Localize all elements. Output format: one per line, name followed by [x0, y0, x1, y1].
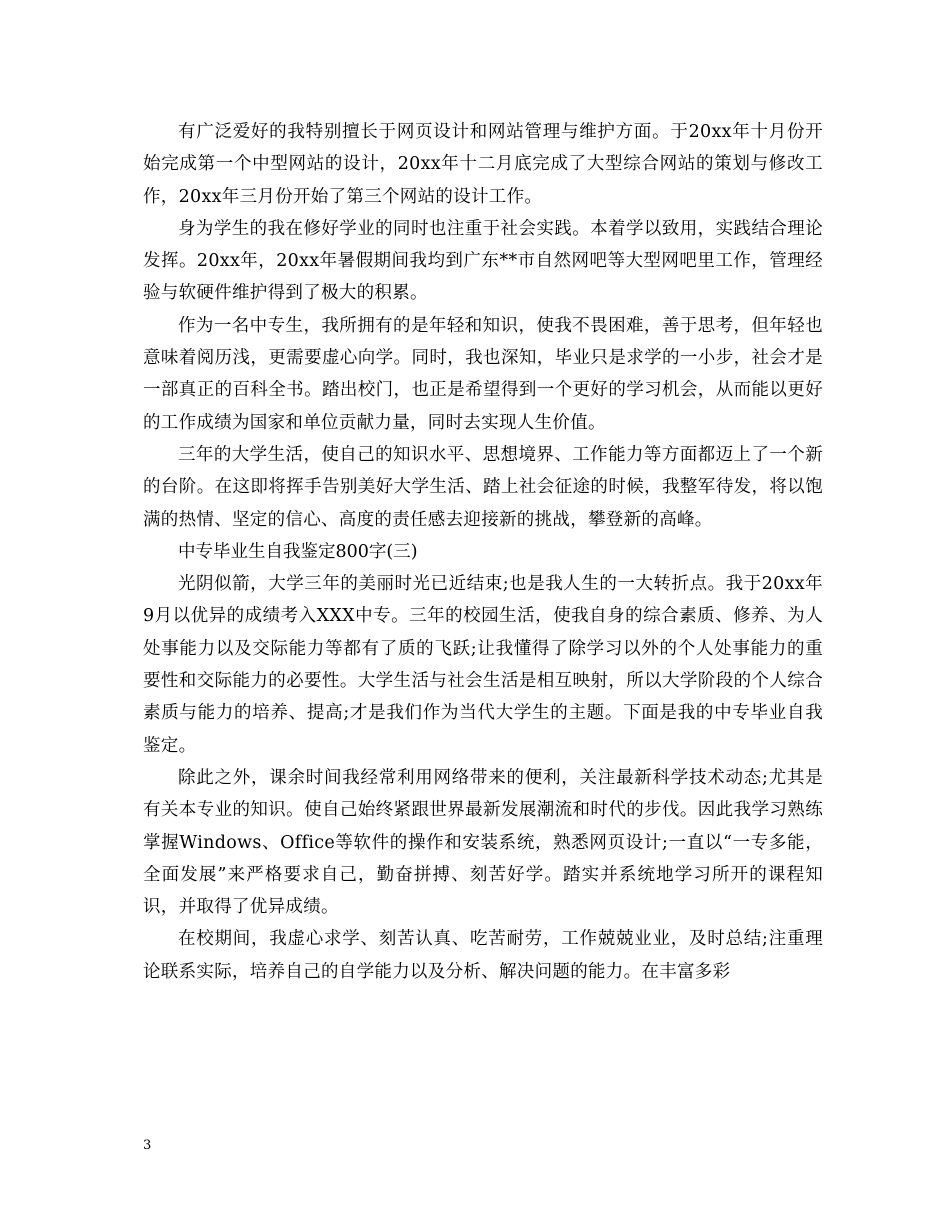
page-number: 3 [143, 1138, 152, 1153]
paragraph-in-school: 在校期间，我虚心求学、刻苦认真、吃苦耐劳，工作兢兢业业，及时总结;注重理论联系实际，培养自己的自学能力以及分析、解决问题的能力。在丰富多彩 [143, 929, 823, 982]
paragraph-spare-time: 除此之外，课余时间我经常利用网络带来的便利，关注最新科学技术动态;尤其是有关本专业的知识。使自己始终紧跟世界最新发展潮流和时代的步伐。因此我学习熟练掌握Windows、Office等软件的操作和安装系统，熟悉网页设计;一直以“一专多能，全面发展”来严格要求自己，勤奋拼搏、刻苦好学。踏实并系统地学习所开的课程知识，并取得了优异成绩。 [143, 767, 823, 918]
document-body [143, 116, 823, 988]
paragraph-young-knowledge: 作为一名中专生，我所拥有的是年轻和知识，使我不畏困难，善于思考，但年轻也意味着阅历浅，更需要虚心向学。同时，我也深知，毕业只是求学的一小步，社会才是一部真正的百科全书。踏出校门，也正是希望得到一个更好的学习机会，从而能以更好的工作成绩为国家和单位贡献力量，同时去实现人生价值。 [143, 315, 823, 433]
paragraph-social-practice: 身为学生的我在修好学业的同时也注重于社会实践。本着学以致用，实践结合理论发挥。20xx年，20xx年暑假期间我均到广东**市自然网吧等大型网吧里工作，管理经验与软硬件维护得到了极大的积累。 [143, 218, 823, 304]
paragraph-new-stage: 三年的大学生活，使自己的知识水平、思想境界、工作能力等方面都迈上了一个新的台阶。在这即将挥手告别美好大学生活、踏上社会征途的时候，我整军待发，将以饱满的热情、坚定的信心、高度的责任感去迎接新的挑战，攀登新的高峰。 [143, 444, 823, 530]
paragraph-time-flies: 光阴似箭，大学三年的美丽时光已近结束;也是我人生的一大转折点。我于20xx年9月以优异的成绩考入XXX中专。三年的校园生活，使我自身的综合素质、修养、为人处事能力以及交际能力等都有了质的飞跃;让我懂得了除学习以外的个人处事能力的重要性和交际能力的必要性。大学生活与社会生活是相互映射，所以大学阶段的个人综合素质与能力的培养、提高;才是我们作为当代大学生的主题。下面是我的中专毕业自我鉴定。 [143, 574, 823, 756]
paragraph-web-design: 有广泛爱好的我特别擅长于网页设计和网站管理与维护方面。于20xx年十月份开始完成第一个中型网站的设计，20xx年十二月底完成了大型综合网站的策划与修改工作，20xx年三月份开始了第三个网站的设计工作。 [143, 122, 823, 207]
section-heading: 中专毕业生自我鉴定800字(三) [178, 541, 418, 562]
